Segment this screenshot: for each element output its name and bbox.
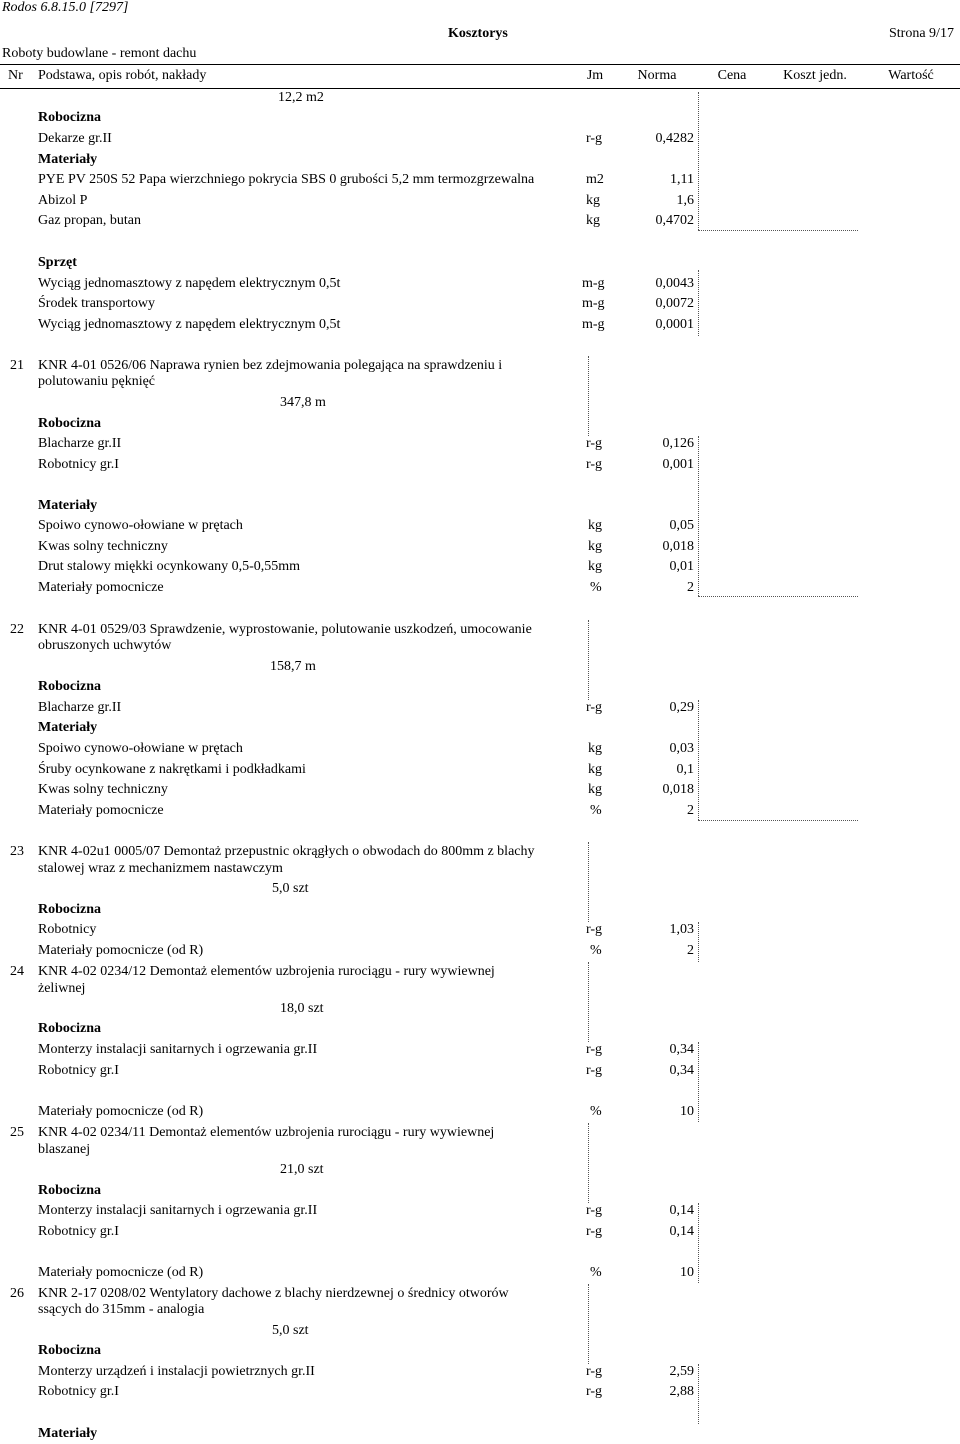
unit: kg bbox=[588, 518, 602, 533]
cell-outline bbox=[588, 356, 589, 436]
unit: r-g bbox=[586, 1063, 603, 1078]
col-jm: Jm bbox=[586, 68, 604, 83]
resource-name: Materiały pomocnicze (od R) bbox=[38, 1104, 204, 1119]
group-robocizna: Robocizna bbox=[38, 110, 101, 125]
unit: r-g bbox=[586, 131, 603, 146]
norm: 0,4702 bbox=[655, 213, 694, 228]
resource-name: Spoiwo cynowo-ołowiane w prętach bbox=[38, 741, 243, 756]
item-number: 22 bbox=[10, 622, 24, 637]
norm: 0,29 bbox=[669, 700, 694, 715]
item-description: KNR 4-02 0234/11 Demontaż elementów uzbrojenia rurociągu - rury wywiewnej bbox=[38, 1125, 495, 1140]
document-title: Kosztorys bbox=[448, 26, 508, 41]
resource-name: Robotnicy gr.I bbox=[38, 457, 119, 472]
resource-name: PYE PV 250S 52 Papa wierzchniego pokrycia SBS 0 grubości 5,2 mm termozgrzewalna bbox=[38, 172, 535, 187]
item-description-cont: ssących do 315mm - analogia bbox=[38, 1302, 205, 1317]
norm: 0,0001 bbox=[655, 317, 694, 332]
resource-name: Blacharze gr.II bbox=[38, 700, 122, 715]
group-robocizna: Robocizna bbox=[38, 1021, 101, 1036]
resource-name: Wyciąg jednomasztowy z napędem elektrycznym 0,5t bbox=[38, 317, 341, 332]
quantity: 347,8 m bbox=[280, 395, 326, 410]
cell-outline bbox=[588, 1284, 589, 1364]
unit: % bbox=[590, 803, 602, 818]
resource-name: Drut stalowy miękki ocynkowany 0,5-0,55mm bbox=[38, 559, 301, 574]
resource-name: Środek transportowy bbox=[38, 296, 156, 311]
item-number: 25 bbox=[10, 1125, 24, 1140]
item-description-cont: stalowej wraz z mechanizmem nastawczym bbox=[38, 861, 283, 876]
norm: 1,11 bbox=[670, 172, 694, 187]
norm: 2 bbox=[687, 803, 694, 818]
resource-name: Kwas solny techniczny bbox=[38, 539, 168, 554]
item-description: KNR 4-02u1 0005/07 Demontaż przepustnic okrągłych o obwodach do 800mm z blachy bbox=[38, 844, 535, 859]
norm: 0,34 bbox=[669, 1042, 694, 1057]
project-name: Roboty budowlane - remont dachu bbox=[2, 46, 197, 61]
cell-outline bbox=[588, 842, 589, 922]
norm: 2 bbox=[687, 943, 694, 958]
quantity: 158,7 m bbox=[270, 659, 316, 674]
item-number: 23 bbox=[10, 844, 24, 859]
resource-name: Gaz propan, butan bbox=[38, 213, 142, 228]
item-number: 24 bbox=[10, 964, 24, 979]
norm: 2,59 bbox=[669, 1364, 694, 1379]
cell-outline bbox=[698, 1203, 699, 1283]
cell-outline bbox=[698, 270, 699, 336]
resource-name: Dekarze gr.II bbox=[38, 131, 112, 146]
resource-name: Robotnicy gr.I bbox=[38, 1384, 119, 1399]
resource-name: Blacharze gr.II bbox=[38, 436, 122, 451]
group-robocizna: Robocizna bbox=[38, 902, 101, 917]
unit: r-g bbox=[586, 436, 603, 451]
resource-name: Abizol P bbox=[38, 193, 88, 208]
col-norma: Norma bbox=[637, 68, 677, 83]
resource-name: Monterzy instalacji sanitarnych i ogrzewania gr.II bbox=[38, 1203, 318, 1218]
col-cena: Cena bbox=[717, 68, 747, 83]
unit: m-g bbox=[582, 276, 605, 291]
col-nr: Nr bbox=[8, 68, 23, 83]
norm: 1,03 bbox=[669, 922, 694, 937]
unit: kg bbox=[588, 741, 602, 756]
group-materialy: Materiały bbox=[38, 152, 98, 167]
unit: r-g bbox=[586, 1224, 603, 1239]
norm: 0,0043 bbox=[655, 276, 694, 291]
unit: kg bbox=[588, 762, 602, 777]
resource-name: Materiały pomocnicze bbox=[38, 803, 164, 818]
group-robocizna: Robocizna bbox=[38, 416, 101, 431]
resource-name: Robotnicy bbox=[38, 922, 97, 937]
col-wartosc: Wartość bbox=[888, 68, 934, 83]
norm: 0,14 bbox=[669, 1224, 694, 1239]
unit: % bbox=[590, 1104, 602, 1119]
group-materialy: Materiały bbox=[38, 1426, 98, 1441]
unit: r-g bbox=[586, 922, 603, 937]
resource-name: Robotnicy gr.I bbox=[38, 1224, 119, 1239]
norm: 0,4282 bbox=[655, 131, 694, 146]
cell-outline bbox=[698, 922, 699, 962]
item-description: KNR 4-01 0529/03 Sprawdzenie, wyprostowanie, polutowanie uszkodzeń, umocowanie bbox=[38, 622, 532, 637]
norm: 0,34 bbox=[669, 1063, 694, 1078]
group-robocizna: Robocizna bbox=[38, 679, 101, 694]
cell-outline bbox=[698, 92, 699, 230]
norm: 2 bbox=[687, 580, 694, 595]
resource-name: Materiały pomocnicze bbox=[38, 580, 164, 595]
page-number: Strona 9/17 bbox=[889, 26, 954, 41]
header-top-rule bbox=[0, 64, 960, 65]
cell-outline bbox=[698, 700, 699, 820]
cell-outline bbox=[588, 1123, 589, 1203]
header-bottom-rule bbox=[0, 88, 960, 89]
norm: 2,88 bbox=[669, 1384, 694, 1399]
resource-name: Śruby ocynkowane z nakrętkami i podkładkami bbox=[38, 762, 306, 777]
unit: m-g bbox=[582, 296, 605, 311]
norm: 10 bbox=[680, 1104, 694, 1119]
item-description-cont: blaszanej bbox=[38, 1142, 91, 1157]
resource-name: Wyciąg jednomasztowy z napędem elektrycznym 0,5t bbox=[38, 276, 341, 291]
quantity: 12,2 m2 bbox=[278, 90, 324, 105]
unit: r-g bbox=[586, 1203, 603, 1218]
item-description: KNR 4-02 0234/12 Demontaż elementów uzbrojenia rurociągu - rury wywiewnej bbox=[38, 964, 495, 979]
item-number: 21 bbox=[10, 358, 24, 373]
item-description-cont: żeliwnej bbox=[38, 981, 86, 996]
unit: kg bbox=[586, 213, 600, 228]
cell-outline bbox=[588, 620, 589, 700]
group-sprzet: Sprzęt bbox=[38, 255, 77, 270]
unit: % bbox=[590, 1265, 602, 1280]
unit: r-g bbox=[586, 1364, 603, 1379]
resource-name: Kwas solny techniczny bbox=[38, 782, 168, 797]
group-robocizna: Robocizna bbox=[38, 1183, 101, 1198]
resource-name: Monterzy instalacji sanitarnych i ogrzewania gr.II bbox=[38, 1042, 318, 1057]
resource-name: Materiały pomocnicze (od R) bbox=[38, 1265, 204, 1280]
item-description: KNR 2-17 0208/02 Wentylatory dachowe z blachy nierdzewnej o średnicy otworów bbox=[38, 1286, 509, 1301]
unit: r-g bbox=[586, 457, 603, 472]
cell-outline bbox=[698, 596, 858, 597]
item-description: KNR 4-01 0526/06 Naprawa rynien bez zdejmowania polegająca na sprawdzeniu i bbox=[38, 358, 503, 373]
resource-name: Materiały pomocnicze (od R) bbox=[38, 943, 204, 958]
unit: % bbox=[590, 580, 602, 595]
resource-name: Robotnicy gr.I bbox=[38, 1063, 119, 1078]
norm: 0,018 bbox=[662, 782, 694, 797]
norm: 0,018 bbox=[662, 539, 694, 554]
unit: m-g bbox=[582, 317, 605, 332]
unit: kg bbox=[588, 559, 602, 574]
quantity: 5,0 szt bbox=[272, 1323, 309, 1338]
unit: r-g bbox=[586, 1384, 603, 1399]
unit: r-g bbox=[586, 1042, 603, 1057]
item-number: 26 bbox=[10, 1286, 24, 1301]
norm: 1,6 bbox=[676, 193, 694, 208]
app-version: Rodos 6.8.15.0 [7297] bbox=[2, 0, 129, 15]
quantity: 18,0 szt bbox=[280, 1001, 324, 1016]
group-materialy: Materiały bbox=[38, 720, 98, 735]
item-description-cont: obruszonych uchwytów bbox=[38, 638, 172, 653]
unit: kg bbox=[586, 193, 600, 208]
cell-outline bbox=[698, 230, 858, 231]
item-description-cont: polutowaniu pęknięć bbox=[38, 374, 156, 389]
resource-name: Spoiwo cynowo-ołowiane w prętach bbox=[38, 518, 243, 533]
norm: 0,001 bbox=[662, 457, 694, 472]
norm: 10 bbox=[680, 1265, 694, 1280]
norm: 0,1 bbox=[676, 762, 694, 777]
norm: 0,126 bbox=[662, 436, 694, 451]
group-materialy: Materiały bbox=[38, 498, 98, 513]
norm: 0,03 bbox=[669, 741, 694, 756]
norm: 0,0072 bbox=[655, 296, 694, 311]
unit: kg bbox=[588, 539, 602, 554]
cell-outline bbox=[698, 820, 858, 821]
norm: 0,14 bbox=[669, 1203, 694, 1218]
unit: m2 bbox=[586, 172, 604, 187]
group-robocizna: Robocizna bbox=[38, 1343, 101, 1358]
cell-outline bbox=[698, 1364, 699, 1424]
resource-name: Monterzy urządzeń i instalacji powietrznych gr.II bbox=[38, 1364, 315, 1379]
col-koszt-jedn: Koszt jedn. bbox=[783, 68, 847, 83]
cell-outline bbox=[698, 436, 699, 596]
norm: 0,05 bbox=[669, 518, 694, 533]
unit: % bbox=[590, 943, 602, 958]
quantity: 5,0 szt bbox=[272, 881, 309, 896]
cell-outline bbox=[588, 962, 589, 1042]
norm: 0,01 bbox=[669, 559, 694, 574]
unit: r-g bbox=[586, 700, 603, 715]
col-description: Podstawa, opis robót, nakłady bbox=[38, 68, 207, 83]
cell-outline bbox=[698, 1042, 699, 1122]
unit: kg bbox=[588, 782, 602, 797]
quantity: 21,0 szt bbox=[280, 1162, 324, 1177]
